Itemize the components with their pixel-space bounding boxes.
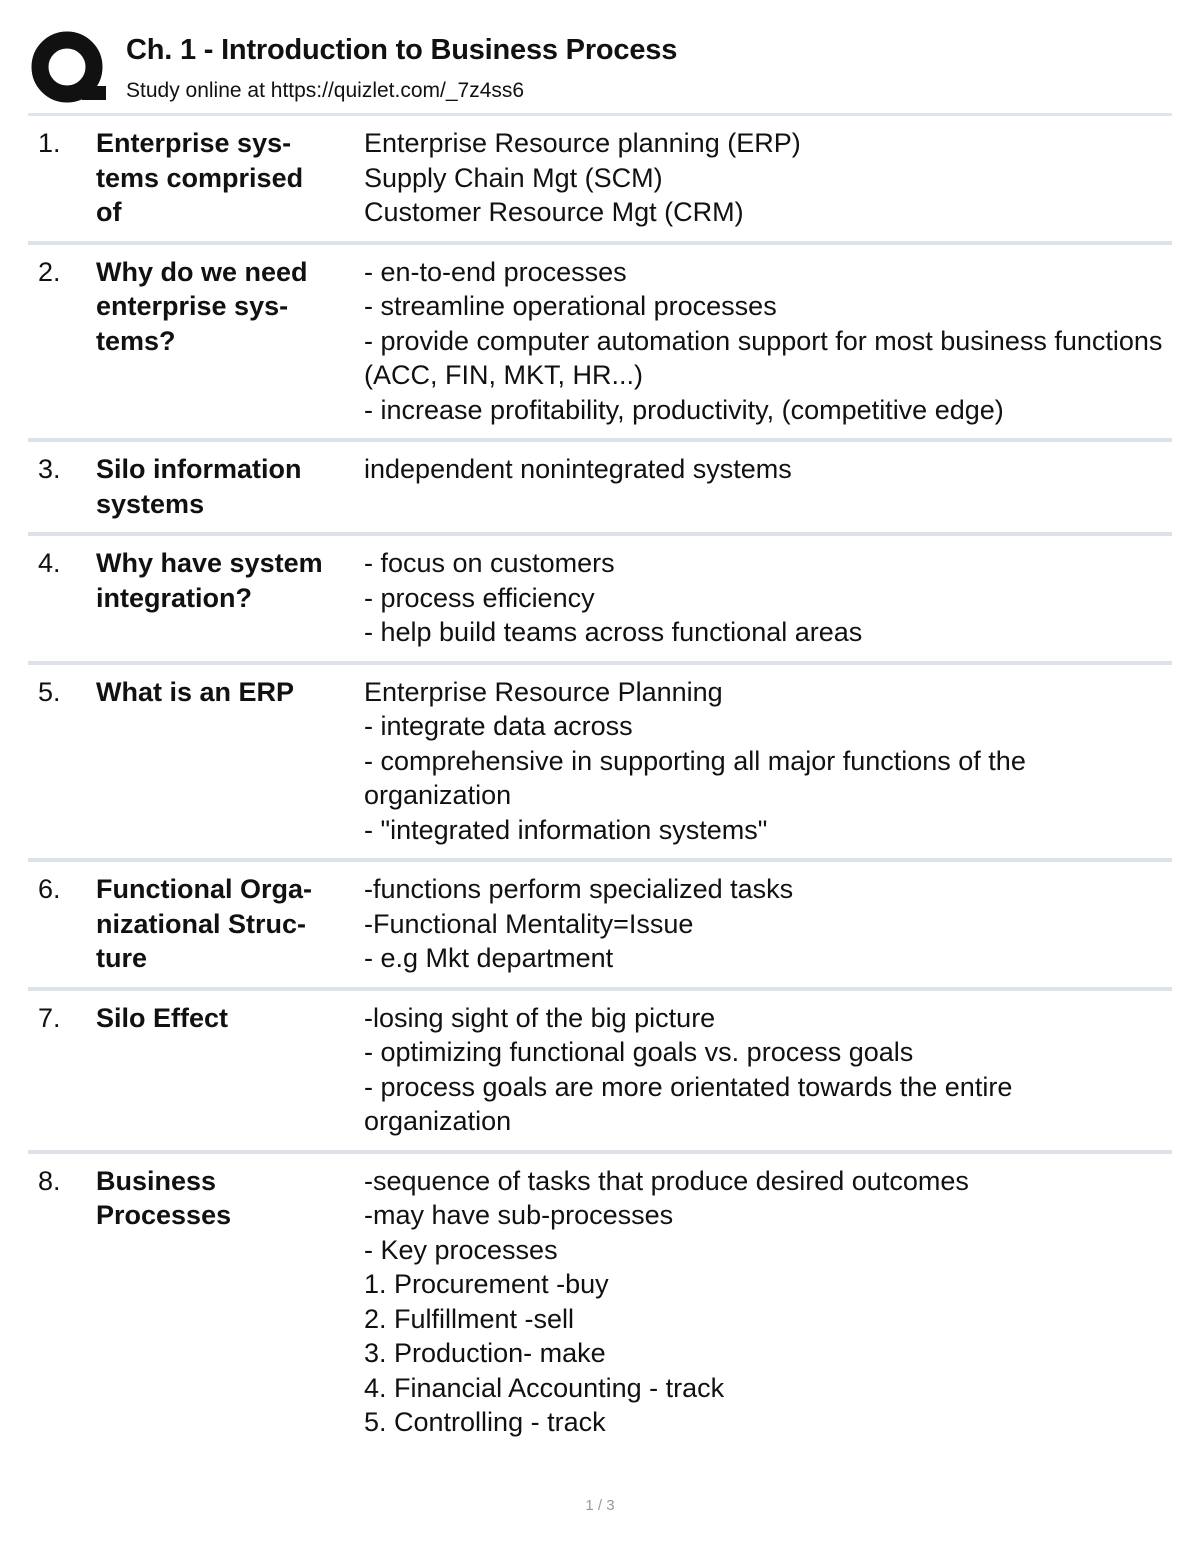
card-term: Why have system integration? xyxy=(96,548,323,613)
card-definition: - focus on customers - process efficiency - help build teams across functional areas xyxy=(364,548,863,647)
flashcard xyxy=(28,116,1172,245)
page-title: Ch. 1 - Introduction to Business Process xyxy=(126,34,678,66)
card-number: 8. xyxy=(38,1165,61,1196)
card-number: 6. xyxy=(38,874,61,904)
quizlet-q-logo-icon xyxy=(30,30,108,108)
flashcard xyxy=(28,665,1172,863)
flashcard xyxy=(28,245,1172,443)
card-number: 5. xyxy=(38,676,61,707)
card-term: Enterprise sys- tems comprised of xyxy=(96,128,304,227)
flashcard xyxy=(28,862,1172,991)
card-number: 7. xyxy=(38,1002,61,1033)
card-number: 4. xyxy=(38,548,61,578)
card-definition: - en-to-end processes - streamline operational processes - provide computer automation support for most business functions (ACC, FIN, MKT, HR...) - increase profitability, productivity, (competitive edge) xyxy=(364,256,1163,425)
card-definition: -functions perform specialized tasks -Functional Mentality=Issue - e.g Mkt department xyxy=(364,874,794,973)
flashcard xyxy=(28,991,1172,1154)
flashcard xyxy=(28,1154,1172,1455)
card-number: 2. xyxy=(38,256,61,287)
card-definition: independent nonintegrated systems xyxy=(364,454,792,484)
card-number: 3. xyxy=(38,454,61,484)
flashcard-list xyxy=(28,116,1172,1455)
flashcard xyxy=(28,442,1172,536)
card-definition: Enterprise Resource Planning - integrate data across - comprehensive in supporting all major functions of the organization - "integrated information systems" xyxy=(364,676,1026,845)
card-term: Business Processes xyxy=(96,1165,232,1230)
flashcard xyxy=(28,536,1172,665)
page-header xyxy=(28,22,1172,110)
card-definition: -sequence of tasks that produce desired outcomes -may have sub-processes - Key processes 1. Procurement -buy 2. Fulfillment -sell 3. Production- make 4. Financial Accounting - track 5. Controlling - track xyxy=(364,1165,969,1437)
card-definition: -losing sight of the big picture - optimizing functional goals vs. process goals - process goals are more orientated towards the entire organization xyxy=(364,1002,1013,1136)
page-indicator: 1 / 3 xyxy=(585,1497,615,1514)
card-term: Silo Effect xyxy=(96,1002,229,1033)
study-link: Study online at https://quizlet.com/_7z4ss6 xyxy=(126,79,525,102)
card-term: What is an ERP xyxy=(96,676,295,707)
card-number: 1. xyxy=(38,128,61,158)
card-term: Why do we need enterprise sys- tems? xyxy=(96,256,308,356)
card-term: Functional Orga- nizational Struc- ture xyxy=(96,874,312,973)
card-definition: Enterprise Resource planning (ERP) Supply Chain Mgt (SCM) Customer Resource Mgt (CRM) xyxy=(364,128,801,227)
card-term: Silo information systems xyxy=(96,454,302,519)
